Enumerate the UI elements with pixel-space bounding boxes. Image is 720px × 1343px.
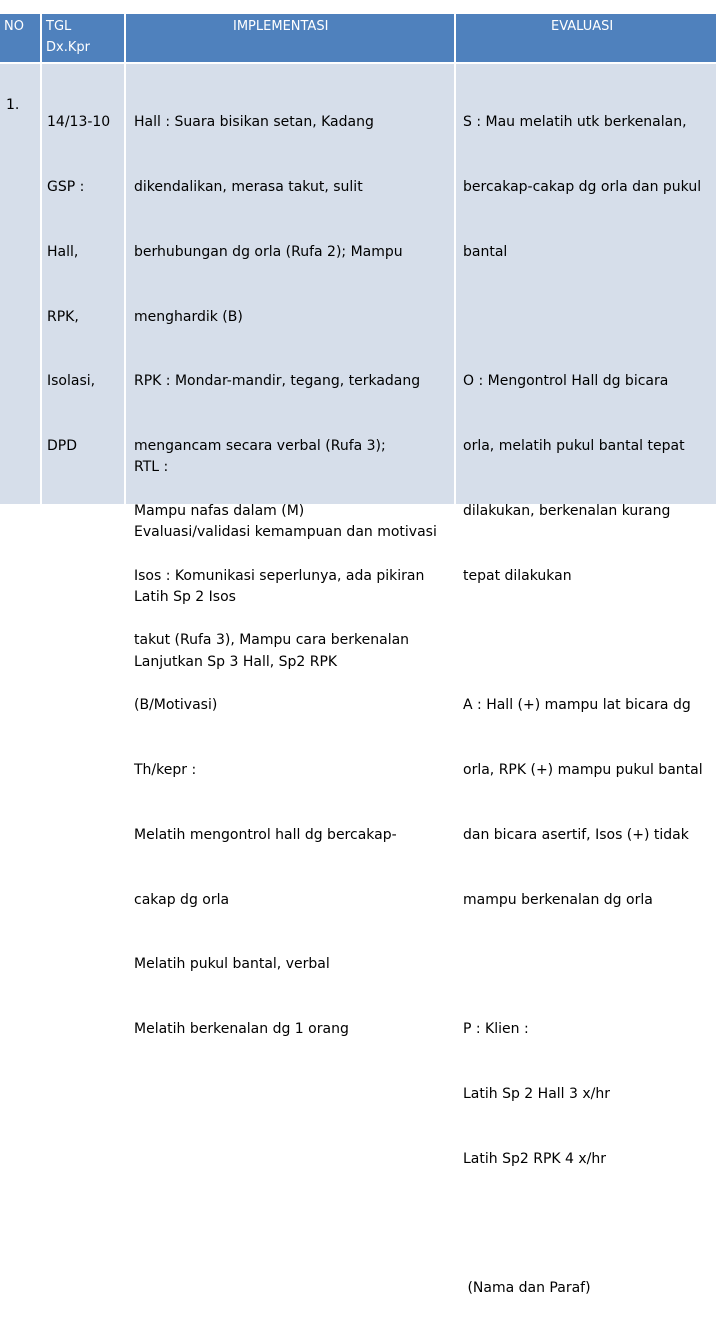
tgl-lines: [47, 69, 110, 501]
tgl-line: Hall,: [47, 243, 79, 260]
header-no-cell: [0, 14, 40, 62]
tgl-line: GSP :: [47, 178, 85, 195]
evaluasi-line: dilakukan, berkenalan kurang: [463, 502, 671, 519]
header-tgl-cell: [42, 14, 124, 62]
implementasi-line: Melatih berkenalan dg 1 orang: [134, 1021, 349, 1038]
implementasi-line: Mampu nafas dalam (M): [134, 502, 305, 519]
row-number: 1.: [6, 97, 20, 113]
header-evaluasi-label: EVALUASI: [551, 19, 614, 34]
evaluasi-lines: [463, 69, 703, 1343]
row-implementasi-cell: [126, 64, 454, 1038]
evaluasi-line: dan bicara asertif, Isos (+) tidak: [463, 826, 689, 843]
evaluasi-line: orla, RPK (+) mampu pukul bantal: [463, 762, 703, 778]
implementasi-line: Melatih mengontrol hall dg bercakap-: [134, 826, 397, 843]
rtl-lines: [134, 414, 437, 716]
implementasi-line: (B/Motivasi): [134, 697, 218, 714]
header-dx-label: Dx.Kpr: [46, 40, 90, 55]
tgl-line: Isolasi,: [47, 373, 96, 390]
rtl-line: Evaluasi/validasi kemampuan dan motivasi: [134, 523, 437, 540]
evaluasi-line: [463, 630, 703, 652]
evaluasi-line: O : Mengontrol Hall dg bicara: [463, 373, 669, 390]
rtl-line: Latih Sp 2 Isos: [134, 588, 236, 605]
evaluasi-line: A : Hall (+) mampu lat bicara dg: [463, 697, 691, 714]
evaluasi-line: Latih Sp2 RPK 4 x/hr: [463, 1150, 607, 1167]
header-tgl-label: TGL: [46, 19, 72, 34]
implementasi-line: takut (Rufa 3), Mampu cara berkenalan: [134, 632, 410, 649]
header-implementasi-cell: [126, 14, 454, 62]
evaluasi-line: Latih Sp 2 Hall 3 x/hr: [463, 1085, 610, 1102]
implementasi-line: Hall : Suara bisikan setan, Kadang: [134, 114, 374, 131]
implementasi-line: Th/kepr :: [134, 762, 197, 778]
header-no-label: NO: [4, 19, 24, 34]
evaluasi-line: [463, 307, 703, 329]
rtl-line: Lanjutkan Sp 3 Hall, Sp2 RPK: [134, 653, 338, 670]
row-evaluasi-cell: [456, 64, 716, 1297]
evaluasi-line: (Nama dan Paraf): [463, 1280, 591, 1297]
row-no-cell: [0, 64, 40, 504]
implementasi-line: dikendalikan, merasa takut, sulit: [134, 178, 363, 195]
implementasi-line: Melatih pukul bantal, verbal: [134, 956, 330, 973]
evaluasi-line: S : Mau melatih utk berkenalan,: [463, 114, 687, 131]
evaluasi-line: [463, 954, 703, 976]
implementasi-line: menghardik (B): [134, 308, 243, 325]
rtl-line: RTL :: [134, 459, 169, 476]
row-tgl-cell: [42, 64, 124, 504]
tgl-line: 14/13-10: [47, 114, 111, 131]
header-implementasi-label: IMPLEMENTASI: [233, 19, 329, 34]
header-evaluasi-cell: [456, 14, 716, 62]
evaluasi-line: bercakap-cakap dg orla dan pukul: [463, 178, 702, 195]
evaluasi-line: orla, melatih pukul bantal tepat: [463, 438, 685, 455]
evaluasi-line: mampu berkenalan dg orla: [463, 891, 653, 908]
evaluasi-line: tepat dilakukan: [463, 567, 572, 584]
implementasi-line: cakap dg orla: [134, 891, 230, 908]
evaluasi-line: bantal: [463, 243, 508, 260]
evaluasi-line: [463, 1213, 703, 1235]
implementasi-line: berhubungan dg orla (Rufa 2); Mampu: [134, 243, 403, 260]
tgl-line: DPD: [47, 438, 78, 455]
implementasi-line: Isos : Komunikasi seperlunya, ada pikiran: [134, 567, 425, 584]
tgl-line: RPK,: [47, 308, 79, 325]
implementasi-line: mengancam secara verbal (Rufa 3);: [134, 438, 386, 455]
implementasi-line: RPK : Mondar-mandir, tegang, terkadang: [134, 373, 421, 390]
evaluasi-line: P : Klien :: [463, 1021, 529, 1038]
soap-table: [0, 14, 716, 1297]
